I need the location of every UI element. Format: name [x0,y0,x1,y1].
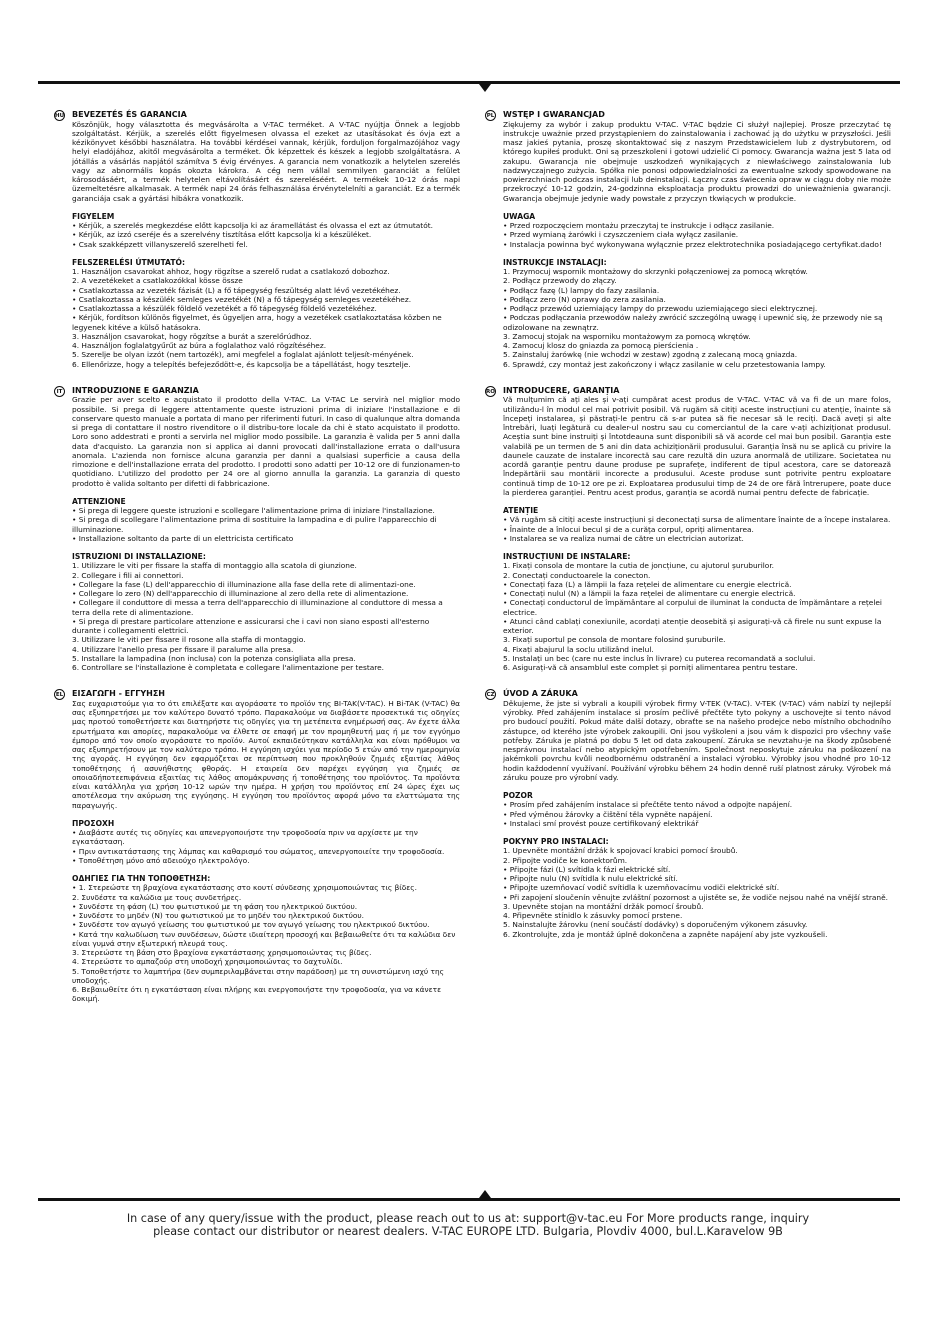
install-step: • 1. Στερεώστε τη βραχίονα εγκατάστασης στο κουτί σύνδεσης χρησιμοποιώντας τις βίδες. [72,883,417,893]
warning-item: • Installazione soltanto da parte di un elettricista certificato [72,533,294,543]
install-step: 2. A vezetékeket a csatlakozókkal kösse össze [72,276,243,286]
install-step: • Při zapojení sloučenín věnujte zvláštní pozornost a ujistěte se, že vodiče nejsou nahé na vnější straně. [503,892,888,902]
install-step: 3. Zamocuj stojak na wsporniku montażowym za pomocą wkrętów. [503,331,751,341]
install-step: 1. Fixați consola de montare la cutia de joncțiune, cu ajutorul șuruburilor. [503,561,775,571]
warning-item: • Instalarea se va realiza numai de către un electrician autorizat. [503,533,744,543]
install-step: • Kérjük, fordítson különös figyelmet, és ügyeljen arra, hogy a vezetékek csatlakoztatása közben ne legyenek kitéve a külső hatásokra. [72,313,442,332]
warning-item: • Instalaci smí provést pouze certifikovaný elektrikář [503,818,699,828]
intro-paragraph: Ziękujemy za wybór i zakup produktu V-TAC. V-TAC będzie Ci służył najlepiej. Prosze przeczytać tę instrukcje uważnie przed przystąpieniem do zainstalowania i zachować ją do użytku w przyszłości. Jeśli masz jakieś pytania, proszę skontaktować się z naszym Przedstawicielem lub z dystrybutorem, od którego kupiłeś produkt. Oni są przeszkoleni i gotowi udzielić Ci pomocy. Gwarancja ważna jest 5 lata od zakupu. Gwarancja nie obejmuje uszkodzeń wynikających z niewłaściwego zainstalowania lub nadzwyczajnego zużycia. Spółka nie ponosi odpowiedzialności za ewentualne szkody spowodowane na powierzchniach podczas instalacji lub deinstalacji. Łączny czas świecenia opraw w ciągu doby nie może przekroczyć 10-12 godzin, 24-godzinna eksploatacja produktu prowadzi do unieważnienia gwarancji. Gwarancja obejmuje jedynie wady powstałe z przyczyn tkwiących w produkcie. [503,119,891,203]
intro-paragraph: Vă mulțumim că ați ales și v-ați cumpărat acest produs de V-TAC. V-TAC vă va fi de un mare folos, utilizându-l în modul cel mai potrivit posibil. Vă rugăm să citiți aceste instrucțiuni cu atenție, înainte să începeți instalarea, și păstrați-le pentru că s-ar putea să fie necesar să le reciți. Dacă aveți și alte întrebări, luați legătură cu dealer-ul nostru sau cu comerciantul de la care v-ați achiziționat produsul. Aceștia sunt bine instruiți și întotdeauna sunt disponibili să vă acorde cel mai bun posibil. Garanția este valabilă pe un termen de 5 ani din data achiziționării produsului. Garanția însă nu se aplică cu privire la daunele cauzate de instalare incorectă sau care rezultă din uzura anormală de utilizare. Societatea nu acordă garanție pentru daune produse pe suprafețe, indiferent de tipul acestora, care se datorează îndepărtării sau montării incorecte a produsului. Aceste produse sunt potrivite pentru exploatare continuă timp de 10-12 ore pe zi. Exploatarea produsului timp de 24 de ore fără întrerupere, poate duce la pierderea garanției. Pentru acest produs, garanția se acordă numai pentru defecte de fabricație. [503,395,891,497]
warning-list [72,221,460,249]
right-column [485,110,891,956]
top-notch [479,84,491,92]
warning-item: • Si prega di leggere queste istruzioni e scollegare l'alimentazione prima di iniziare l'installazione. [72,506,435,515]
section-ro [485,386,891,673]
warning-item: • Διαβάστε αυτές τις οδηγίες και απενεργοποιήστε την τροφοδοσία πριν να αρχίσετε με την εγκατάσταση. [72,828,418,847]
warning-item: • Înainte de a înlocui becul și de a curăța corpul, opriți alimentarea. [503,524,754,534]
top-rule [38,81,900,84]
language-badge-ro: RO [485,386,496,397]
intro-paragraph: Grazie per aver scelto e acquistato il prodotto della V-TAC. La V-TAC Le servirà nel miglior modo possibile. Si prega di leggere attentamente queste istruzioni prima di iniziare l'installazione e di conservare questo manuale a portata di mano per riferimenti futuri. In caso di qualunque altra domanda si prega di contattare il nostro rivenditore o il distribu-tore locale da chi è stato acquistato il prodotto. Loro sono addestrati e pronti a servirla nel miglior modo possibile. La garanzia è valida per 5 anni dalla data d'acquisto. La garanzia non si applica ai danni provocati dall'installazione errata o dall'usura anomala. L'azienda non fornisce alcuna garanzia per danni a qualsiasi superficie a causa della rimozione e dell'installazione errata del prodotto. I prodotti sono adatti per 10-12 ore di funzionamen-to quotidiano. L'utilizzo del prodotto per 24 ore al giorno annulla la garanzia. La garanzia di questo prodotto è valida soltanto per difetti di fabbricazione. [72,395,461,488]
section-title: INTRODUCERE, GARANȚIA [503,385,620,395]
install-steps [72,267,460,369]
install-step: 2. Collegare i fili ai connettori. [72,570,184,580]
install-step: 5. Τοποθετήστε το λαμπτήρα (δεν συμπεριλαμβάνεται στην παράδοση) με τη συνιστώμενη ισχύ της υποδοχής. [72,966,444,985]
intro-paragraph: Děkujeme, že jste si vybrali a koupili výrobek firmy V-TEK (V-TAC). V-TEK (V-TAC) vám nabízí ty nejlepší výrobky. Před zahájením instalace si prosím pečlivě přečtěte tyto pokyny a uschovejte si tento návod pro budoucí použití. Pokud máte další dotazy, obraťte se na našeho prodejce nebo místního obchodního zástupce, od kterého jste výrobek zakoupili. Oni jsou vyškoleni a jsou vám k dispozici pro všechny vaše potřeby. Záruka je platná po dobu 5 let od data zakoupení. Záruka se nevztahu-je na škody způsobené nesprávnou instalací nebo atypickým opotřebením. Společnost neposkytuje záruku na poškození na jakémkoli povrchu kvůli neodbornému odstranění a instalaci výrobku. Výrobky jsou vhodné pro 10-12 hodin každodenní využívaní. Používání výrobku během 24 hodin denně ruší platnost záruky. Výrobek má záruku pouze pro výrobní vady. [503,698,891,782]
install-step: • Csatlakoztassa az vezeték fázisát (L) a fő tápegység feszültség alatt lévő vezetékéhez. [72,285,401,295]
install-steps [503,267,891,369]
warning-item: • Τοποθέτηση μόνο από αδειούχο ηλεκτρολόγο. [72,855,250,865]
install-step: 6. Sprawdź, czy montaż jest zakończony i włącz zasilanie w celu przetestowania lampy. [503,359,826,369]
install-step: 5. Zainstaluj żarówkę (nie wchodzi w zestaw) zgodną z zalecaną mocą gniazda. [503,350,798,360]
warning-list [72,828,460,865]
install-step: 4. Στερεώστε το αμπαζούρ στη υποδοχή χρησιμοποιώντας το δαχτυλίδι. [72,957,343,967]
warning-list [503,515,891,543]
install-step: • Připojte uzemňovací vodič svítidla k uzemňovacímu vodiči elektrické sítí. [503,883,780,893]
warning-heading: ATENȚIE [503,506,539,515]
install-step: • Κατά την καλωδίωση των συνδέσεων, δώστε ιδιαίτερη προσοχή και βεβαιωθείτε ότι τα καλώδια δεν είναι γυμνά στην εξωτερική πλευρά τους. [72,929,456,948]
language-badge-hu: HU [54,110,65,121]
section-el [54,689,460,1003]
install-step: 4. Használjon foglalatgyűrűt az búra a foglalathoz való rögzítéséhez. [72,341,327,350]
install-step: • Csatlakoztassa a készülék semleges vezetékét (N) a fő tápegység semleges vezetékéhez. [72,294,412,304]
install-step: 1. Upevněte montážní držák k spojovací krabici pomocí šroubů. [503,846,738,856]
install-step: 4. Utilizzare l'anello presa per fissare il paralume alla presa. [72,644,294,654]
install-step: • Conectați conductorul de împământare al corpului de iluminat la conducta de împământare a rețelei electrice. [503,598,882,617]
warning-heading: FIGYELEM [72,211,115,221]
install-step: • Csatlakoztassa a készülék földelő vezetékét a fő tápegység földelő vezetékéhez. [72,304,377,313]
install-step: • Collegare lo zero (N) dell'apparecchio di illuminazione al zero della rete di alimentazione. [72,589,409,598]
install-step: • Podłącz zero (N) oprawy do zera zasilania. [503,294,666,304]
install-step: • Collegare il conduttore di messa a terra dell'apparecchio di illuminazione al conduttore di messa a terra della rete di alimentazione. [72,598,443,617]
install-heading: POKYNY PRO INSTALACI: [503,837,609,846]
install-step: • Připojte fázi (L) svítidla k fázi elektrické sítí. [503,864,671,874]
warning-item: • Πριν αντικατάστασης της λάμπας και καθαρισμό του σώματος, απενεργοποιείτε την τροφοδοσία. [72,846,445,856]
install-step: 5. Szerelje be olyan izzót (nem tartozék), ami megfelel a foglalat ajánlott teljesít-ményének. [72,350,414,360]
install-step: 4. Fixați abajurul la soclu utilizând inelul. [503,644,654,654]
warning-item: • Před výměnou žárovky a čištění těla vypněte napájení. [503,809,713,819]
install-step: 3. Fixați suportul pe consola de montare folosind șuruburile. [503,635,726,645]
install-steps [503,561,891,672]
install-step: • Si prega di prestare particolare attenzione e assicurarsi che i cavi non siano esposti all'esterno durante i collegamenti elettrici. [72,616,430,635]
install-step: • Atunci când cablați conexiunile, acordați atenție deosebită și asigurați-vă că firele nu sunt expuse la exterior. [503,616,882,635]
footer-line-1: In case of any query/issue with the product, please reach out to us at: support@v-tac.eu For More products range, inquiry [126,1212,810,1225]
warning-list [72,506,460,543]
warning-item: • Prosím před zahájením instalace si přečtěte tento návod a odpojte napájení. [503,800,793,810]
install-step: 5. Nainstalujte žárovku (není součástí dodávky) s doporučeným výkonem zásuvky. [503,920,808,930]
install-step: • Collegare la fase (L) dell'apparecchio di illuminazione alla fase della rete di alimentazi-one. [72,579,416,589]
warning-list [503,221,891,249]
install-step: 1. Utilizzare le viti per fissare la staffa di montaggio alla scatola di giunzione. [72,561,357,571]
language-badge-el: EL [54,689,65,700]
warning-item: • Csak szakképzett villanyszerelő szerelheti fel. [72,239,248,249]
install-step: 6. Zkontrolujte, zda je montáž úplně dokončena a zapněte napájení aby jste vyzkoušeli. [503,929,828,939]
install-heading: INSTRUKCJE INSTALACJI: [503,257,607,267]
section-cz [485,689,891,939]
install-step: • Conectați nulul (N) a lămpii la faza rețelei de alimentare cu energie electrică. [503,589,796,598]
warning-item: • Kérjük, a szerelés megkezdése előtt kapcsolja ki az áramellátást és olvassa el ezt az útmutatót. [72,221,433,230]
install-step: 3. Στερεώστε τη βάση στο βραχίονα εγκατάστασης χρησιμοποιώντας τις βίδες. [72,948,372,957]
warning-heading: POZOR [503,791,533,800]
warning-item: • Kérjük, az izzó cseréje és a szerelvény tisztítása előtt kapcsolja ki a készüléket. [72,230,372,240]
section-title: WSTĘP I GWARANCJAD [503,110,605,119]
footer-line-2: please contact our distributor or nearest dealers. V-TAC EUROPE LTD. Bulgaria, Plovdiv 4000, bul.L.Karavelow 9B [153,1225,783,1238]
install-step: 3. Utilizzare le viti per fissare il rosone alla staffa di montaggio. [72,635,306,645]
install-step: 2. Συνδέστε τα καλώδια με τους συνδετήρες. [72,892,242,902]
install-step: 6. Ellenőrizze, hogy a telepítés befejeződött-e, és kapcsolja be a tápellátást, hogy tesztelje. [72,359,411,369]
warning-item: • Si prega di scollegare l'alimentazione prima di sostituire la lampadina e di pulire l'apparecchio di illuminazione. [72,515,437,534]
bottom-rule [38,1198,900,1201]
install-step: • Podczas podłączania przewodów należy zwrócić szczególną uwagę i upewnić się, że przewody nie są odizolowane na zewnątrz. [503,313,883,332]
section-title: ΕΙΣΑΓΩΓΗ - ΕΓΓΥΗΣΗ [72,689,165,699]
intro-paragraph: Σας ευχαριστούμε για το ότι επιλέξατε και αγοράσατε το προϊόν της BI-TAK(V-TAC). Η Bi-TAK (V-TAC) θα σας εξυπηρετήσει με τον καλύτερο δυνατό τρόπο. Παρακαλούμε να διαβάσετε προσεκτικά τις οδηγίες μας προτού τοποθετήσετε και διατηρήστε τις οδηγίες για τη μετέπειτα ενημέρωσή σας. Αν έχετε άλλα ερωτήματα και απορίες, παρακαλούμε να έλθετε σε επαφή με τον προμηθευτή μας ή με τον εγγύημο έμπορο από τον οποίο αγοράσατε το προϊόν. Αυτοί εκπαιδεύτηκαν κατάλληλα και είναι πρόθυμοι να σας εξυπηρετήσουν με τον καλύτερο τρόπο. Η εγγύηση ισχύει για περίοδο 5 ετών από την ημερομηνία της αγοράς. Η εγγύηση δεν εφαρμόζεται σε περίπτωση που προκληθούν ζημιές εξαιτίας λάθος τοποθέτησης ή ασυνήθιστης φθοράς. Η εταιρεία δεν παρέχει εγγύηση για ζημιές σε οποιαδήποτεεπιφάνεια εξαιτίας τις λάθος απομάκρυνσης ή τοποθέτησης του προϊόντος. Τα προϊόντα είναι κατάλληλα για χρήση 10-12 ωρών την ημέρα. Η χρήση του προϊόντος επί 24 ώρες έχει ως αποτέλεσμα την ακύρωση της εγγύησης. Η εγγύηση του προϊόντος αφορά μόνο τα ελαττώματα της παραγωγής. [72,698,460,810]
warning-item: • Przed rozpoczęciem montażu przeczytaj te instrukcje i odłącz zasilanie. [503,221,775,230]
install-heading: INSTRUCȚIUNI DE INSTALARE: [503,552,631,561]
install-step: • Συνδέστε τη φάση (L) του φωτιστικού με τη φάση του ηλεκτρικού δικτύου. [72,901,358,911]
install-step: • Podłącz fazę (L) lampy do fazy zasilania. [503,285,660,295]
install-step: 1. Przymocuj wspornik montażowy do skrzynki połączeniowej za pomocą wkrętów. [503,267,808,276]
section-title: ÚVOD A ZÁRUKA [503,689,578,699]
intro-paragraph: Köszönjük, hogy választotta és megvásárolta a V-TAC terméket. A V-TAC nyújtja Önnek a legjobb szolgáltatást. Kérjük, a szerelés előtt figyelmesen olvassa el ezeket az utasításokat és óvja ezt a kézikönyvet későbbi használatra. Ha további kérdései vannak, kérjük, forduljon forgalmazójához vagy helyi eladójához, akitől megvásárolta a terméket. Ők képzettek és készek a legjobb szolgáltatásra. A jótállás a vásárlás napjától számítva 5 évig érvényes. A garancia nem vonatkozik a helytelen szerelés vagy az abnormális kopás okozta károkra. A cég nem vállal semmilyen garanciát a felület károsodásáért, a termék helytelen eltávolításáért és szereléséért. A termékek 10-12 órás napi üzemeltetésre alkalmasak. A termék napi 24 órás felhasználása érvénytelelníti a garanciát. Ez a termék garanciája csak a gyártási hibákra vonatkozik. [72,119,460,203]
install-step: • Συνδέστε το μηδέν (N) του φωτιστικού με το μηδέν του ηλεκτρικού δικτύου. [72,911,365,920]
language-badge-it: IT [54,386,65,397]
warning-item: • Przed wymianą żarówki i czyszczeniem ciała wyłącz zasilanie. [503,230,739,240]
warning-list [503,800,891,828]
section-title: INTRODUZIONE E GARANZIA [72,385,199,395]
install-steps [72,561,460,672]
install-step: 6. Βεβαιωθείτε ότι η εγκατάσταση είναι πλήρης και ενεργοποιήστε την τροφοδοσία, για να κάνετε δοκιμή. [72,985,442,1004]
install-step: 3. Upevněte stojan na montážní držák pomocí šroubů. [503,901,704,911]
install-step: 4. Připevněte stínidlo k zásuvky pomocí prstene. [503,911,683,920]
install-steps [72,883,460,1003]
section-it [54,386,460,673]
section-hu [54,110,460,369]
section-title: BEVEZETÉS ÉS GARANCIA [72,110,187,119]
install-step: • Podłącz przewód uziemiający lampy do przewodu uziemiającego sieci elektrycznej. [503,304,818,313]
install-step: • Připojte nulu (N) svítidla k nulu elektrické sítí. [503,874,678,883]
install-heading: ISTRUZIONI DI INSTALLAZIONE: [72,552,206,561]
language-badge-cz: CZ [485,689,496,700]
install-step: 2. Conectați conductoarele la conecton. [503,570,651,580]
warning-heading: UWAGA [503,211,536,221]
install-step: 2. Podłącz przewody do złączy. [503,276,617,286]
bottom-notch [479,1190,491,1198]
install-step: 4. Zamocuj klosz do gniazda za pomocą pierścienia . [503,341,699,350]
install-step: • Conectați faza (L) a lămpii la faza rețelei de alimentare cu energie electrică. [503,579,792,589]
footer-contact [60,1212,876,1238]
install-heading: ΟΔΗΓΙΕΣ ΓΙΑ ΤΗΝ ΤΟΠΟΘΕΤΗΣΗ: [72,874,211,883]
install-step: 6. Asigurați-vă că ansamblul este complet și porniți alimentarea pentru testare. [503,663,798,672]
left-column [54,110,460,1021]
warning-heading: ATTENZIONE [72,496,126,506]
warning-item: • Instalacja powinna być wykonywana wyłącznie przez elektrotechnika posiadającego certyfikat.dado! [503,239,882,249]
install-step: 5. Instalați un bec (care nu este inclus în livrare) cu puterea recomandată a soclului. [503,653,816,663]
install-step: 3. Használjon csavarokat, hogy rögzítse a burát a szerelőrúdhoz. [72,331,312,341]
warning-heading: ΠΡΟΣΟΧΗ [72,818,115,828]
install-step: 2. Připojte vodiče ke konektorům. [503,855,628,865]
install-steps [503,846,891,939]
install-heading: FELSZERELÉSI ÚTMUTATÓ: [72,257,185,267]
install-step: 1. Használjon csavarokat ahhoz, hogy rögzítse a szerelő rudat a csatlakozó dobozhoz. [72,267,390,276]
install-step: 6. Controllare se l'installazione è completata e collegare l'alimentazione per testare. [72,663,385,672]
language-badge-pl: PL [485,110,496,121]
install-step: 5. Installare la lampadina (non inclusa) con la potenza consigliata alla presa. [72,653,356,663]
install-step: • Συνδέστε τον αγωγό γείωσης του φωτιστικού με τον αγωγό γείωσης του ηλεκτρικού δικτύου. [72,920,430,930]
warning-item: • Vă rugăm să citiți aceste instrucțiuni și deconectați sursa de alimentare înainte de a începe instalarea. [503,515,891,525]
section-pl [485,110,891,369]
